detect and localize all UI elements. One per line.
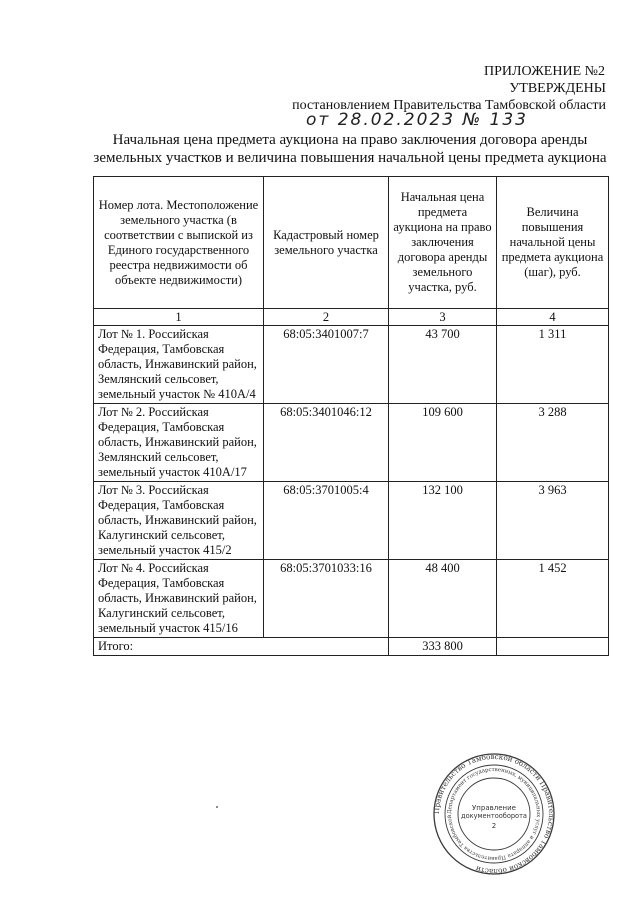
header-price: Начальная цена предмета аукциона на право заключения договора аренды земельного участка, руб. [389,177,497,309]
resolution-label: постановлением Правительства Тамбовской области [292,98,606,113]
cadastral-number: 68:05:3701005:4 [264,482,389,560]
lot-location: Лот № 3. Российская Федерация, Тамбовская область, Инжавинский район, Калугинский сельсовет, земельный участок 415/2 [94,482,264,560]
appendix-label: ПРИЛОЖЕНИЕ №2 [484,64,605,79]
seal-center-line-2: документооборота [461,812,527,820]
auction-table [93,176,609,656]
seal-inner-text: Департамент государственных, муниципальных услуг и аппарата Правительства Тамбовской [446,766,542,862]
official-seal-stamp [432,752,556,876]
approved-label: УТВЕРЖДЕНЫ [509,81,606,96]
scan-speck [216,806,218,808]
cadastral-number: 68:05:3701033:16 [264,560,389,638]
header-location: Номер лота. Местоположение земельного участка (в соответствии с выпиской из Единого государственного реестра недвижимости об объекте недвижимости) [94,177,264,309]
header-cadastral: Кадастровый номер земельного участка [264,177,389,309]
column-number: 2 [264,309,389,326]
seal-center-line-1: Управление [472,804,516,812]
start-price: 48 400 [389,560,497,638]
start-price: 132 100 [389,482,497,560]
total-value: 333 800 [389,638,497,656]
table-row [94,326,609,404]
header-step: Величина повышения начальной цены предмета аукциона (шаг), руб. [497,177,609,309]
column-number: 4 [497,309,609,326]
column-number-row [94,309,609,326]
title-line-1: Начальная цена предмета аукциона на право заключения договора аренды [112,132,588,148]
column-number: 1 [94,309,264,326]
cadastral-number: 68:05:3401007:7 [264,326,389,404]
column-number: 3 [389,309,497,326]
title-line-2: земельных участков и величина повышения начальной цены предмета аукциона [93,150,607,166]
total-row [94,638,609,656]
total-empty-cell [497,638,609,656]
table-row [94,560,609,638]
handwritten-date-number: от 28.02.2023 № 133 [306,110,528,130]
auction-step: 3 288 [497,404,609,482]
lot-location: Лот № 2. Российская Федерация, Тамбовская область, Инжавинский район, Землянский сельсовет, земельный участок 410А/17 [94,404,264,482]
start-price: 109 600 [389,404,497,482]
table-row [94,404,609,482]
document-title [80,131,620,167]
auction-step: 3 963 [497,482,609,560]
lot-location: Лот № 4. Российская Федерация, Тамбовская область, Инжавинский район, Калугинский сельсовет, земельный участок 415/16 [94,560,264,638]
start-price: 43 700 [389,326,497,404]
lot-location: Лот № 1. Российская Федерация, Тамбовская область, Инжавинский район, Землянский сельсовет, земельный участок № 410А/4 [94,326,264,404]
seal-outer-text: Правительство Тамбовской области Правительство Тамбовской области [432,752,556,876]
auction-step: 1 311 [497,326,609,404]
cadastral-number: 68:05:3401046:12 [264,404,389,482]
auction-step: 1 452 [497,560,609,638]
table-header-row [94,177,609,309]
total-label: Итого: [94,638,389,656]
table-row [94,482,609,560]
seal-center-number: 2 [491,822,497,830]
